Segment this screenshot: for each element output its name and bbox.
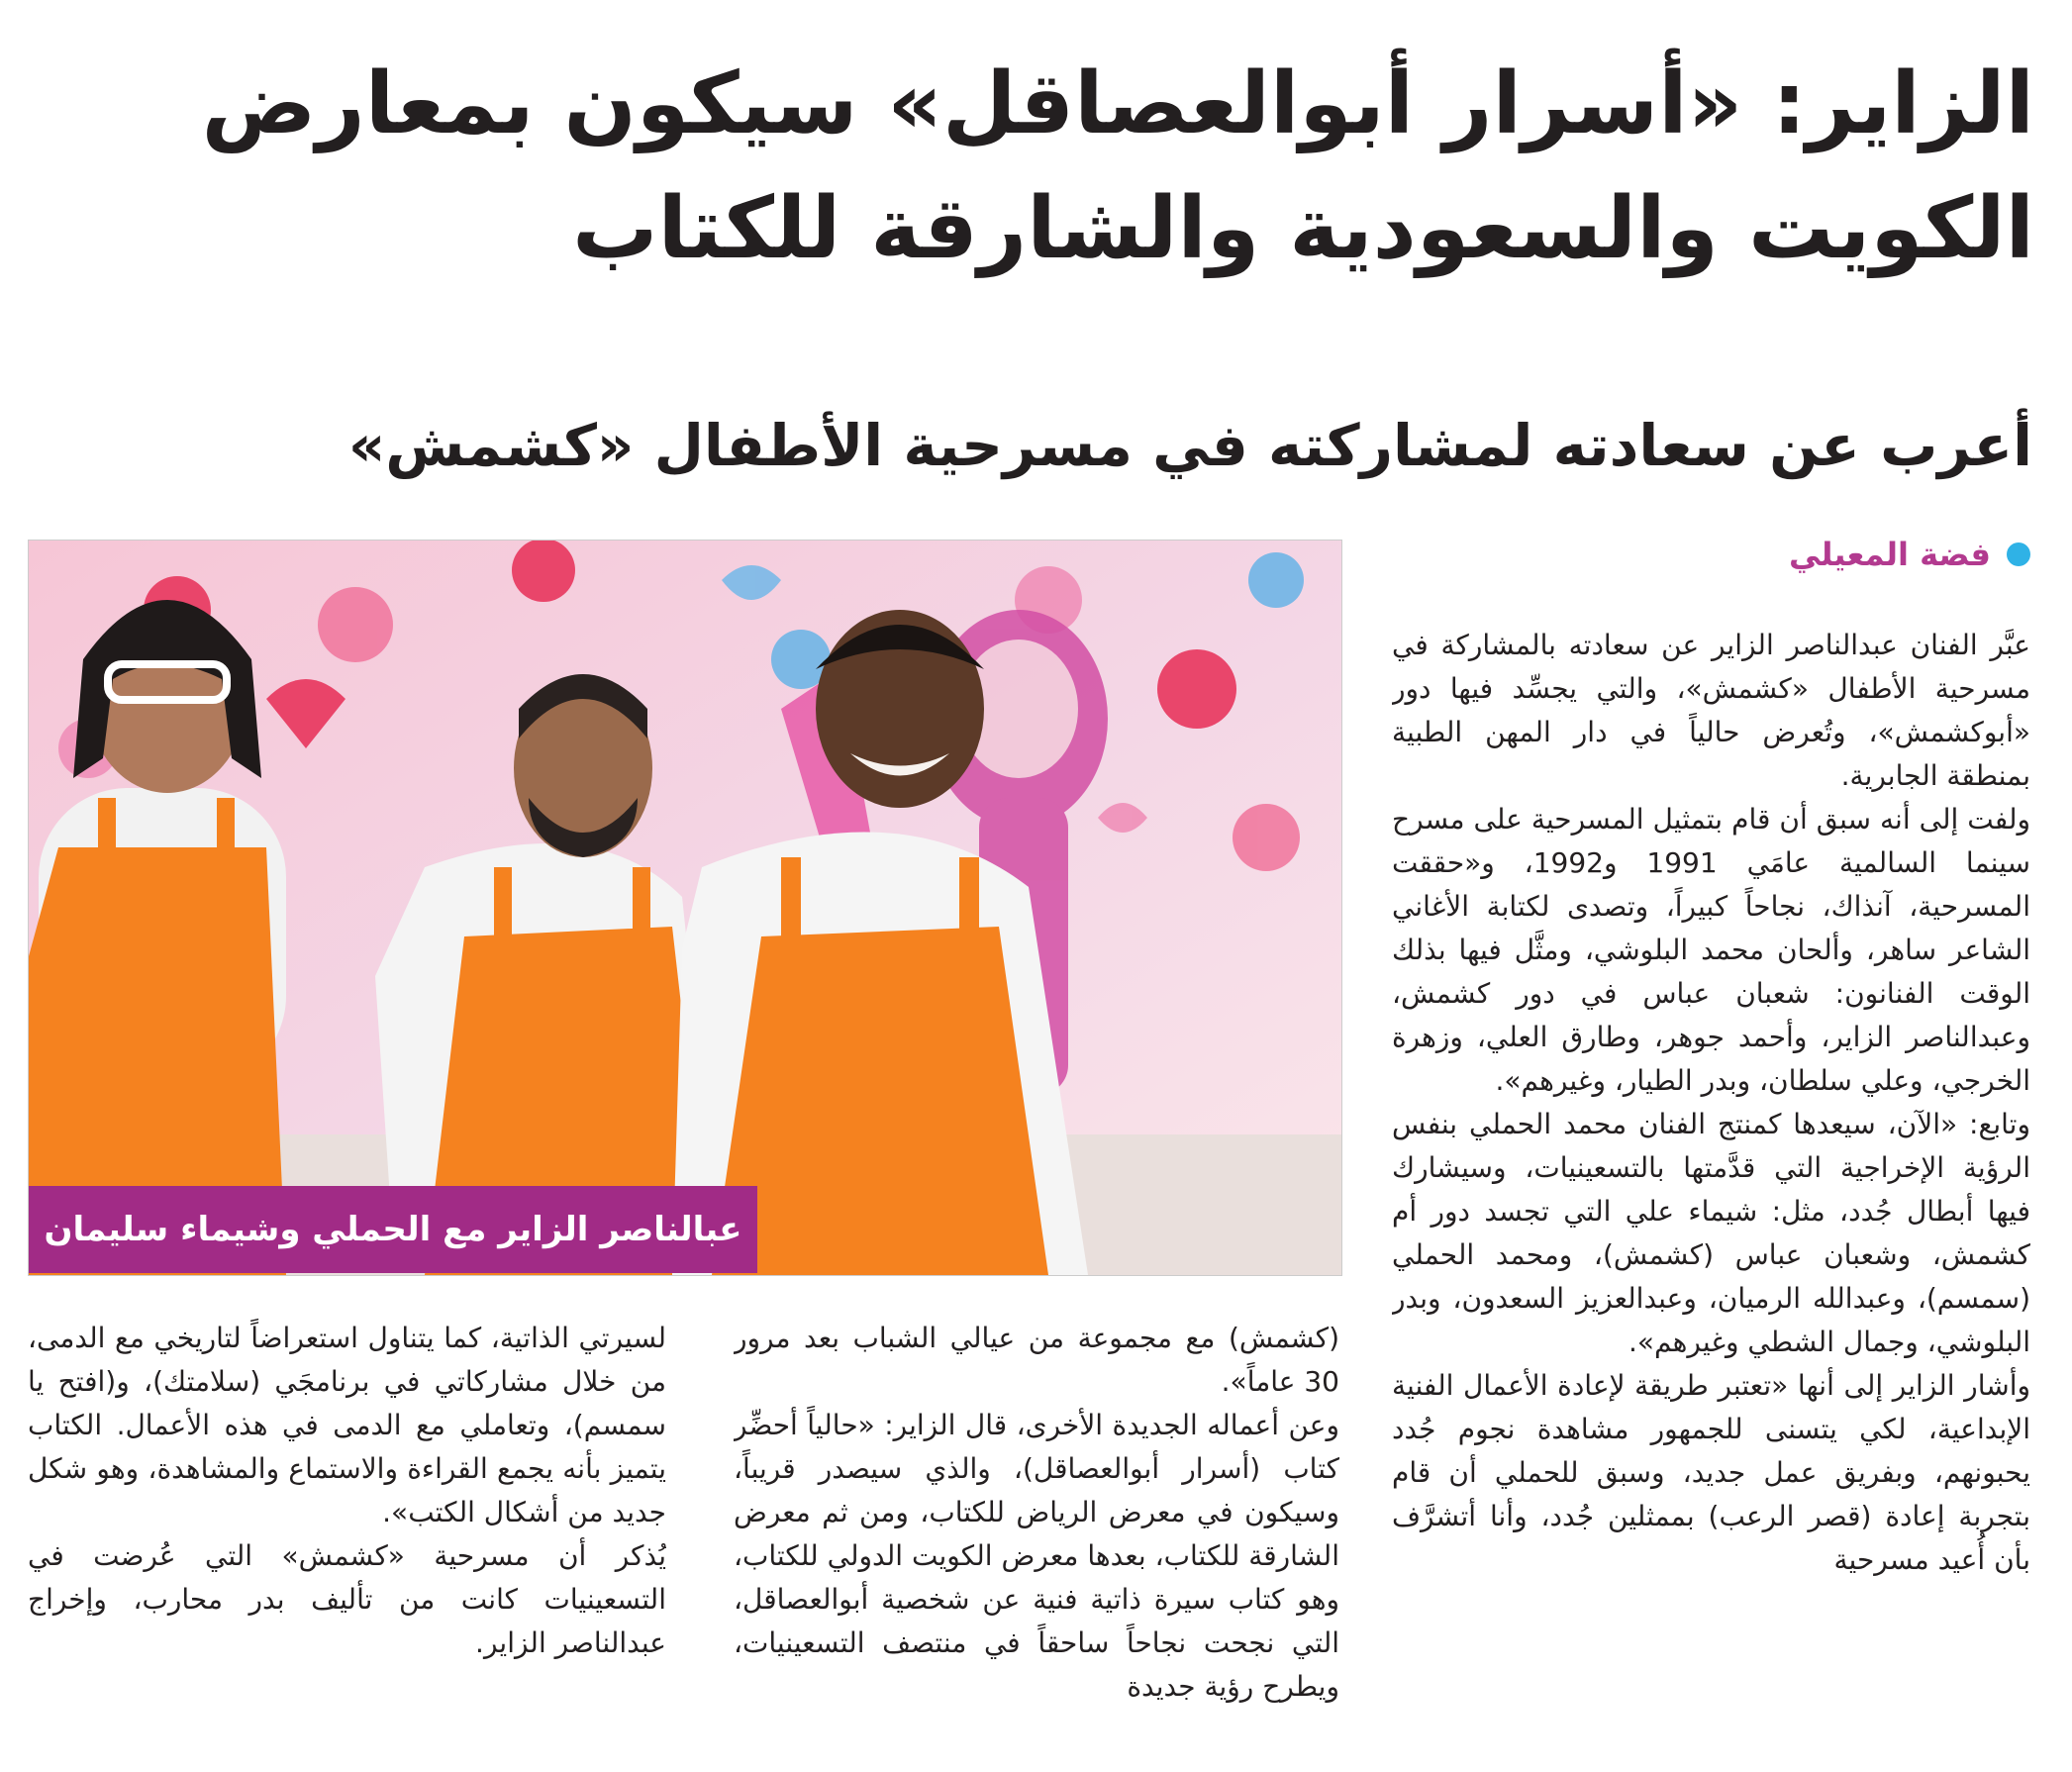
photo-illustration xyxy=(29,541,1341,1275)
article-column-1 xyxy=(1392,624,2030,1723)
paragraph: (كشمش) مع مجموعة من عيالي الشباب بعد مرور 30 عاماً». xyxy=(734,1322,1339,1398)
article-photo xyxy=(28,540,1342,1276)
subheadline: أعرب عن سعادته لمشاركته في مسرحية الأطفال «كشمش» xyxy=(347,412,2032,479)
paragraph: لسيرتي الذاتية، كما يتناول استعراضاً لتاريخي مع الدمى، من خلال مشاركاتي في برنامجَي (سلامتك)، و(افتح يا سمسم)، وتعاملي مع الدمى في هذه الأعمال. الكتاب يتميز بأنه يجمع القراءة والاستماع والمشاهدة، وهو شكل جديد من أشكال الكتب». xyxy=(28,1322,666,1528)
author-name: فضة المعيلي xyxy=(1788,536,1991,573)
byline xyxy=(1789,535,2030,574)
paragraph: وعن أعماله الجديدة الأخرى، قال الزاير: «حالياً أحضِّر كتاب (أسرار أبوالعصاقل)، والذي سيصدر قريباً، وسيكون في معرض الرياض للكتاب، ومن ثم معرض الشارقة للكتاب، بعدها معرض الكويت الدولي للكتاب، وهو كتاب سيرة ذاتية فنية عن شخصية أبوالعصاقل، التي نجحت نجاحاً ساحقاً في منتصف التسعينيات، ويطرح رؤية جديدة xyxy=(734,1409,1339,1703)
paragraph: وأشار الزاير إلى أنها «تعتبر طريقة لإعادة الأعمال الفنية الإبداعية، لكي يتسنى للجمهور مشاهدة نجوم جُدد يحبونهم، وبفريق عمل جديد، وسبق للحملي أن قام بتجربة إعادة (قصر الرعب) بممثلين جُدد، وأنا أتشرَّف بأن أُعيد مسرحية xyxy=(1392,1369,2030,1576)
article-column-2 xyxy=(734,1317,1339,1732)
article-column-3 xyxy=(28,1317,666,1732)
bullet-dot-icon xyxy=(2007,542,2030,566)
headline-line-1: الزاير: «أسرار أبوالعصاقل» سيكون بمعارض xyxy=(201,54,2034,153)
paragraph: يُذكر أن مسرحية «كشمش» التي عُرضت في التسعينيات كانت من تأليف بدر محارب، وإخراج عبدالناصر الزاير. xyxy=(28,1539,666,1659)
headline xyxy=(153,42,2034,291)
paragraph: عبَّر الفنان عبدالناصر الزاير عن سعادته بالمشاركة في مسرحية الأطفال «كشمش»، والتي يجسِّد فيها دور «أبوكشمش»، وتُعرض حالياً في دار المهن الطبية بمنطقة الجابرية. xyxy=(1392,629,2030,792)
paragraph: ولفت إلى أنه سبق أن قام بتمثيل المسرحية على مسرح سينما السالمية عامَي 1991 و1992، و«حققت المسرحية، آنذاك، نجاحاً كبيراً، وتصدى لكتابة الأغاني الشاعر ساهر، وألحان محمد البلوشي، ومثَّل فيها بذلك الوقت الفنانون: شعبان عباس في دور كشمش، وعبدالناصر الزاير، وأحمد جوهر، وطارق العلي، وزهرة الخرجي، وعلي سلطان، وبدر الطيار، وغيرهم». xyxy=(1392,803,2030,1097)
headline-line-2: الكويت والسعودية والشارقة للكتاب xyxy=(572,179,2034,278)
paragraph: وتابع: «الآن، سيعدها كمنتج الفنان محمد الحملي بنفس الرؤية الإخراجية التي قدَّمتها بالتسعينيات، وسيشارك فيها أبطال جُدد، مثل: شيماء علي التي تجسد دور أم كشمش، وشعبان عباس (كشمش)، ومحمد الحملي (سمسم)، وعبدالله الرميان، وعبدالعزيز السعدون، وبدر البلوشي، وجمال الشطي وغيرهم». xyxy=(1392,1108,2030,1358)
photo-caption: عبالناصر الزاير مع الحملي وشيماء سليمان xyxy=(29,1186,757,1273)
